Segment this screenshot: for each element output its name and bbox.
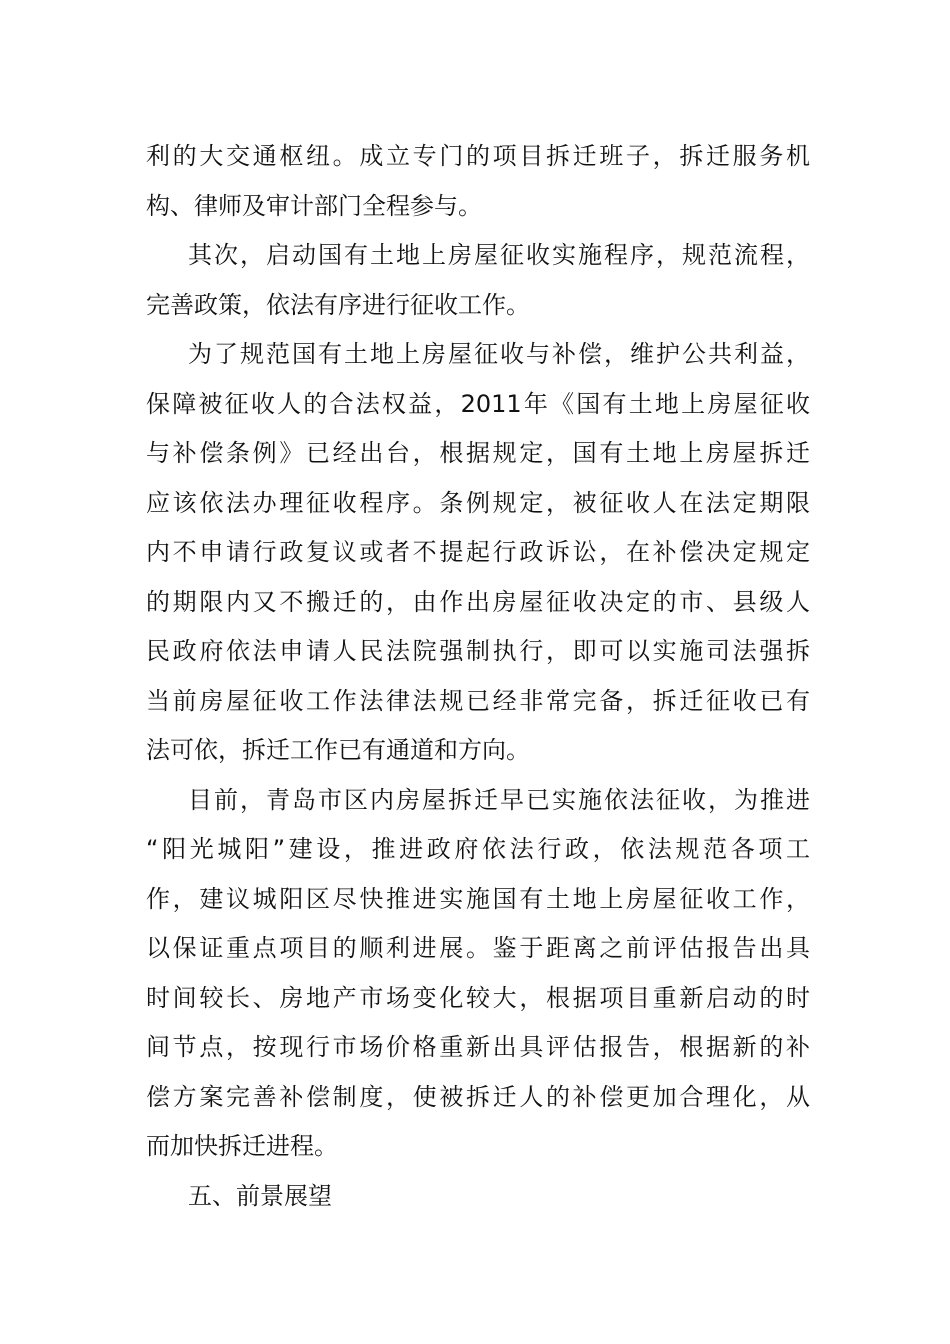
text-line: 法可依，拆迁工作已有通道和方向。 bbox=[146, 736, 530, 764]
text-line: 内不申请行政复议或者不提起行政诉讼，在补偿决定规定 bbox=[146, 538, 810, 566]
section-heading: 五、前景展望 bbox=[188, 1181, 332, 1210]
text-line: 目前，青岛市区内房屋拆迁早已实施依法征收，为推进 bbox=[188, 785, 810, 814]
text-line: 当前房屋征收工作法律法规已经非常完备，拆迁征收已有 bbox=[146, 686, 810, 715]
text-line: 其次，启动国有土地上房屋征收实施程序，规范流程， bbox=[188, 241, 810, 269]
text-line: 与补偿条例》已经出台，根据规定，国有土地上房屋拆迁 bbox=[146, 439, 810, 467]
text-line: 而加快拆迁进程。 bbox=[146, 1132, 338, 1160]
text-line: 为了规范国有土地上房屋征收与补偿，维护公共利益， bbox=[188, 340, 810, 368]
text-line: 民政府依法申请人民法院强制执行，即可以实施司法强拆 bbox=[146, 637, 810, 665]
text-line: 作，建议城阳区尽快推进实施国有土地上房屋征收工作， bbox=[146, 884, 810, 913]
text-line: 偿方案完善补偿制度，使被拆迁人的补偿更加合理化，从 bbox=[146, 1082, 810, 1111]
text-line: 时间较长、房地产市场变化较大，根据项目重新启动的时 bbox=[146, 983, 810, 1012]
text-line: 间节点，按现行市场价格重新出具评估报告，根据新的补 bbox=[146, 1033, 810, 1061]
text-line: 保障被征收人的合法权益，2011年《国有土地上房屋征收 bbox=[146, 389, 810, 418]
document-body bbox=[146, 132, 810, 1221]
text-line: 以保证重点项目的顺利进展。鉴于距离之前评估报告出具 bbox=[146, 934, 810, 962]
text-line: 利的大交通枢纽。成立专门的项目拆迁班子，拆迁服务机 bbox=[146, 142, 810, 170]
text-line: 构、律师及审计部门全程参与。 bbox=[146, 191, 482, 220]
text-line: “阳光城阳”建设，推进政府依法行政，依法规范各项工 bbox=[146, 835, 810, 863]
text-line: 完善政策，依法有序进行征收工作。 bbox=[146, 290, 530, 319]
text-line: 应该依法办理征收程序。条例规定，被征收人在法定期限 bbox=[146, 488, 810, 517]
text-line: 的期限内又不搬迁的，由作出房屋征收决定的市、县级人 bbox=[146, 587, 810, 616]
